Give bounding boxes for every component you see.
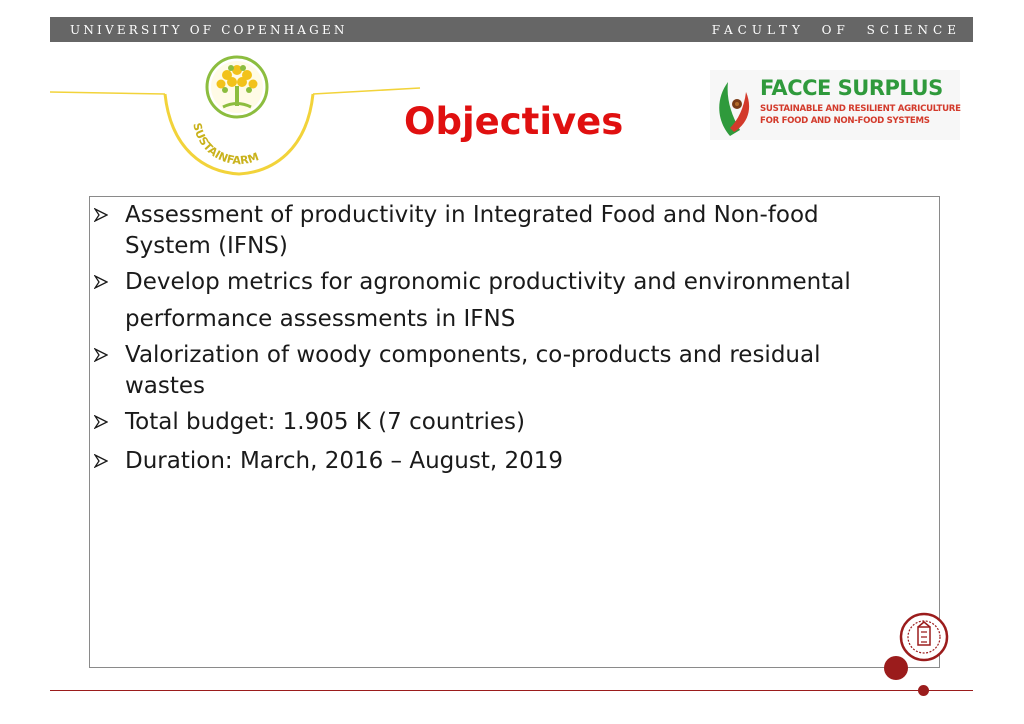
faculty-name: FACULTY OF SCIENCE xyxy=(711,22,961,37)
objective-item-2-line1: Develop metrics for agronomic productivity and environmental xyxy=(125,269,851,295)
objective-item-2-line2: performance assessments in IFNS xyxy=(125,306,516,332)
objectives-content-box xyxy=(89,196,940,668)
objective-item-3-line1: Valorization of woody components, co-products and residual xyxy=(125,342,821,368)
header-bar xyxy=(50,17,973,42)
objective-item-1 xyxy=(90,200,941,262)
sustainfarm-logo xyxy=(45,50,425,180)
facce-surplus-logo xyxy=(710,70,960,140)
objective-item-3-line2: wastes xyxy=(125,373,206,399)
decorative-dot-small xyxy=(918,685,929,696)
objective-item-4-line1: Total budget: 1.905 K (7 countries) xyxy=(125,409,525,435)
objective-item-3 xyxy=(90,340,941,402)
facce-subtitle-line1: SUSTAINABLE AND RESILIENT AGRICULTURE xyxy=(760,104,961,114)
arrow-bullet-icon xyxy=(94,275,108,289)
university-seal-icon xyxy=(899,612,949,662)
objective-item-5-line1: Duration: March, 2016 – August, 2019 xyxy=(125,448,563,474)
slide-title: Objectives xyxy=(404,100,624,143)
objective-item-2 xyxy=(90,267,941,335)
arrow-bullet-icon xyxy=(94,454,108,468)
facce-subtitle-line2: FOR FOOD AND NON-FOOD SYSTEMS xyxy=(760,116,930,126)
objective-item-1-line1: Assessment of productivity in Integrated Food and Non-food xyxy=(125,202,819,228)
arrow-bullet-icon xyxy=(94,348,108,362)
footer-line xyxy=(50,690,973,691)
objective-item-1-line2: System (IFNS) xyxy=(125,233,288,259)
university-name: UNIVERSITY OF COPENHAGEN xyxy=(70,22,348,37)
objective-item-5 xyxy=(90,446,941,477)
sustainfarm-text: SUSTAINFARM xyxy=(190,121,261,168)
arrow-bullet-icon xyxy=(94,415,108,429)
facce-leaf-icon xyxy=(710,70,758,140)
facce-title: FACCE SURPLUS xyxy=(760,76,943,100)
decorative-dot-large xyxy=(884,656,908,680)
objective-item-4 xyxy=(90,407,941,438)
arrow-bullet-icon xyxy=(94,208,108,222)
